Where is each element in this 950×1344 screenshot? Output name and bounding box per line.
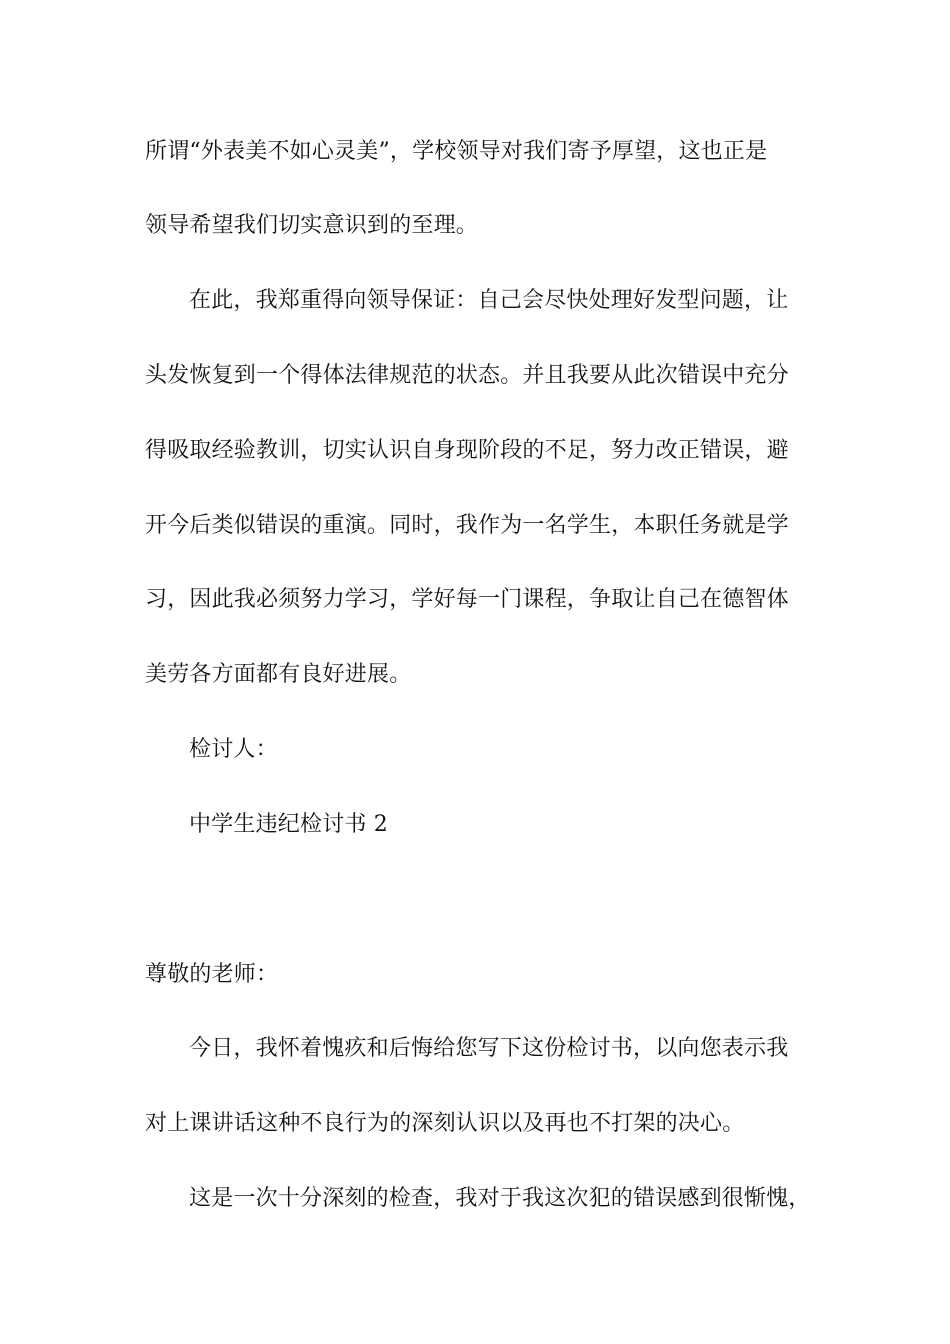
paragraph-line: 所谓“外表美不如心灵美”，学校领导对我们寄予厚望，这也正是: [145, 139, 768, 164]
paragraph-line: 开今后类似错误的重演。同时，我作为一名学生，本职任务就是学: [145, 513, 789, 538]
paragraph-line: 这是一次十分深刻的检查，我对于我这次犯的错误感到很惭愧，: [189, 1186, 811, 1211]
paragraph-line: 今日，我怀着愧疚和后悔给您写下这份检讨书，以向您表示我: [189, 1036, 789, 1061]
section-title: 中学生违纪检讨书 2: [189, 812, 388, 837]
paragraph-line: 领导希望我们切实意识到的至理。: [145, 213, 479, 238]
paragraph-line: 习，因此我必须努力学习，学好每一门课程，争取让自己在德智体: [145, 587, 789, 612]
signer-label: 检讨人：: [189, 737, 278, 762]
paragraph-line: 头发恢复到一个得体法律规范的状态。并且我要从此次错误中充分: [145, 363, 789, 388]
paragraph-line: 美劳各方面都有良好进展。: [145, 662, 412, 687]
paragraph-line: 对上课讲话这种不良行为的深刻认识以及再也不打架的决心。: [145, 1111, 745, 1136]
paragraph-line: 在此，我郑重得向领导保证：自己会尽快处理好发型问题，让: [189, 288, 789, 313]
salutation: 尊敬的老师：: [145, 962, 279, 987]
paragraph-line: 得吸取经验教训，切实认识自身现阶段的不足，努力改正错误，避: [145, 438, 789, 463]
